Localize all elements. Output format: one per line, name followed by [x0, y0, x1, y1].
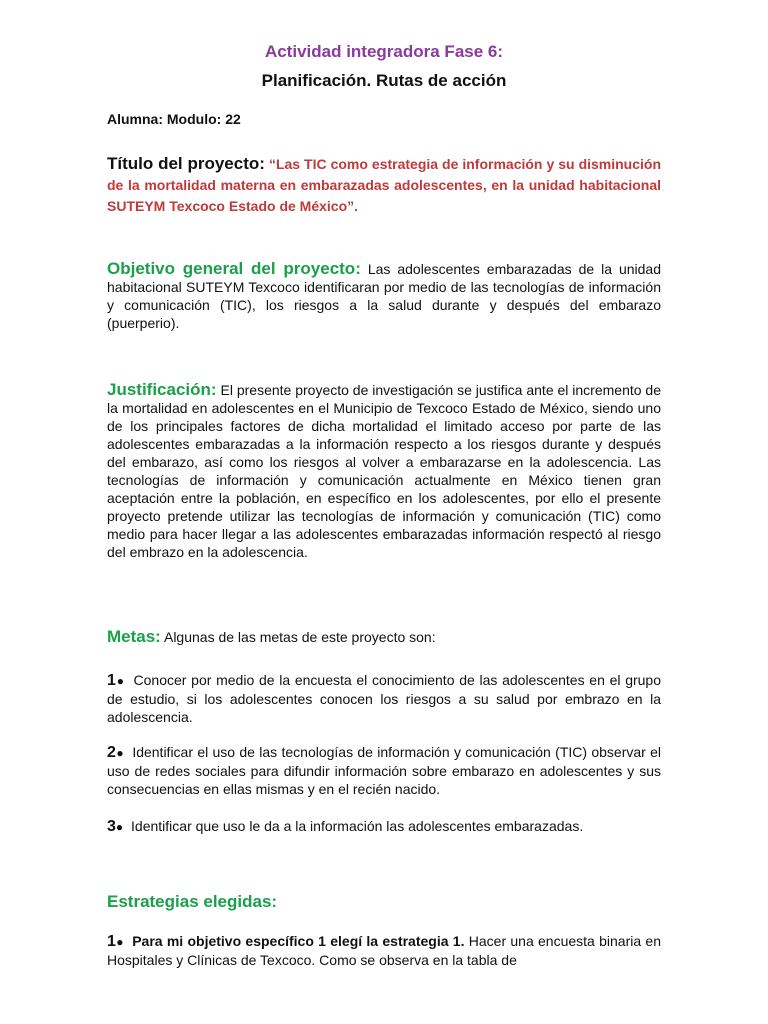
- strategy-bold-text: Para mi objetivo específico 1 elegí la estrategia 1.: [132, 933, 465, 949]
- bullet-icon: ●: [115, 935, 124, 949]
- document-subtitle: Planificación. Rutas de acción: [261, 71, 507, 90]
- goal-number: 3: [107, 818, 116, 835]
- general-objective-section: [107, 260, 661, 332]
- goal-number: 1: [107, 672, 116, 689]
- strategy-text: Hacer una encuesta binaria en Hospitales y Clínicas de Texcoco. Como se observa en la tabla de: [107, 933, 662, 968]
- general-objective-label: Objetivo general del proyecto:: [107, 259, 361, 278]
- goal-item-3: [107, 817, 661, 836]
- strategy-number: 1: [107, 933, 116, 950]
- goal-text: Identificar que uso le da a la información las adolescentes embarazadas.: [131, 818, 584, 834]
- goals-section: [107, 628, 661, 646]
- goals-label: Metas:: [107, 627, 161, 646]
- project-title-section: [107, 153, 661, 217]
- goal-text: Identificar el uso de las tecnologías de información y comunicación (TIC) observar el uso de redes sociales para difundir información sobre embarazo en adolescentes y sus consecuencias en ellas mismas y en el recién nacido.: [107, 744, 662, 797]
- strategy-item-1: [107, 932, 661, 969]
- project-title-colon: :: [259, 154, 265, 173]
- justification-section: [107, 381, 661, 561]
- project-title-text: “Las TIC como estrategia de información y su disminución de la mortalidad materna en embarazadas adolescentes, en la unidad habitacional SUTEYM Texcoco Estado de México”: [107, 156, 662, 214]
- justification-label: Justificación:: [107, 380, 217, 399]
- student-info: Alumna: Modulo: 22: [107, 111, 241, 127]
- bullet-icon: ●: [115, 746, 124, 760]
- general-objective-text: Las adolescentes embarazadas de la unidad habitacional SUTEYM Texcoco identificaran por medio de las tecnologías de información y comunicación (TIC), los riesgos a la salud durante y después del embarazo (puerperio).: [107, 261, 661, 331]
- goal-text: Conocer por medio de la encuesta el conocimiento de las adolescentes en el grupo de estudio, si los adolescentes conocen los riesgos a su salud por embrazo en la adolescencia.: [107, 672, 662, 725]
- document-title: Actividad integradora Fase 6:: [264, 42, 504, 61]
- bullet-icon: ●: [115, 674, 125, 688]
- strategies-section: [107, 893, 661, 911]
- project-title-end: .: [354, 198, 359, 214]
- justification-text: El presente proyecto de investigación se justifica ante el incremento de la mortalidad en adolescentes en el Municipio de Texcoco Estado de México, siendo uno de los principales factores de dicha mortalidad el limitado acceso por parte de las adolescentes embarazadas a la información respecto a los riesgos durante y después del embarazo, así como los riesgos al volver a embarazarse en la adolescencia. Las tecnologías de información y comunicación actualmente en México tienen gran aceptación entre la población, en específico en los adolescentes, por ello el presente proyecto pretende utilizar las tecnologías de información y comunicación (TIC) como medio para hacer llegar a las adolescentes embarazadas información respectó al riesgo del embrazo en la adolescencia.: [107, 382, 662, 560]
- project-title-label: Título del proyecto: [107, 154, 260, 173]
- goal-item-2: [107, 743, 661, 798]
- strategies-label: Estrategias elegidas:: [107, 892, 278, 911]
- goals-intro: Algunas de las metas de este proyecto son:: [163, 629, 436, 645]
- goal-item-1: [107, 671, 661, 726]
- bullet-icon: ●: [115, 820, 124, 834]
- goal-number: 2: [107, 744, 116, 761]
